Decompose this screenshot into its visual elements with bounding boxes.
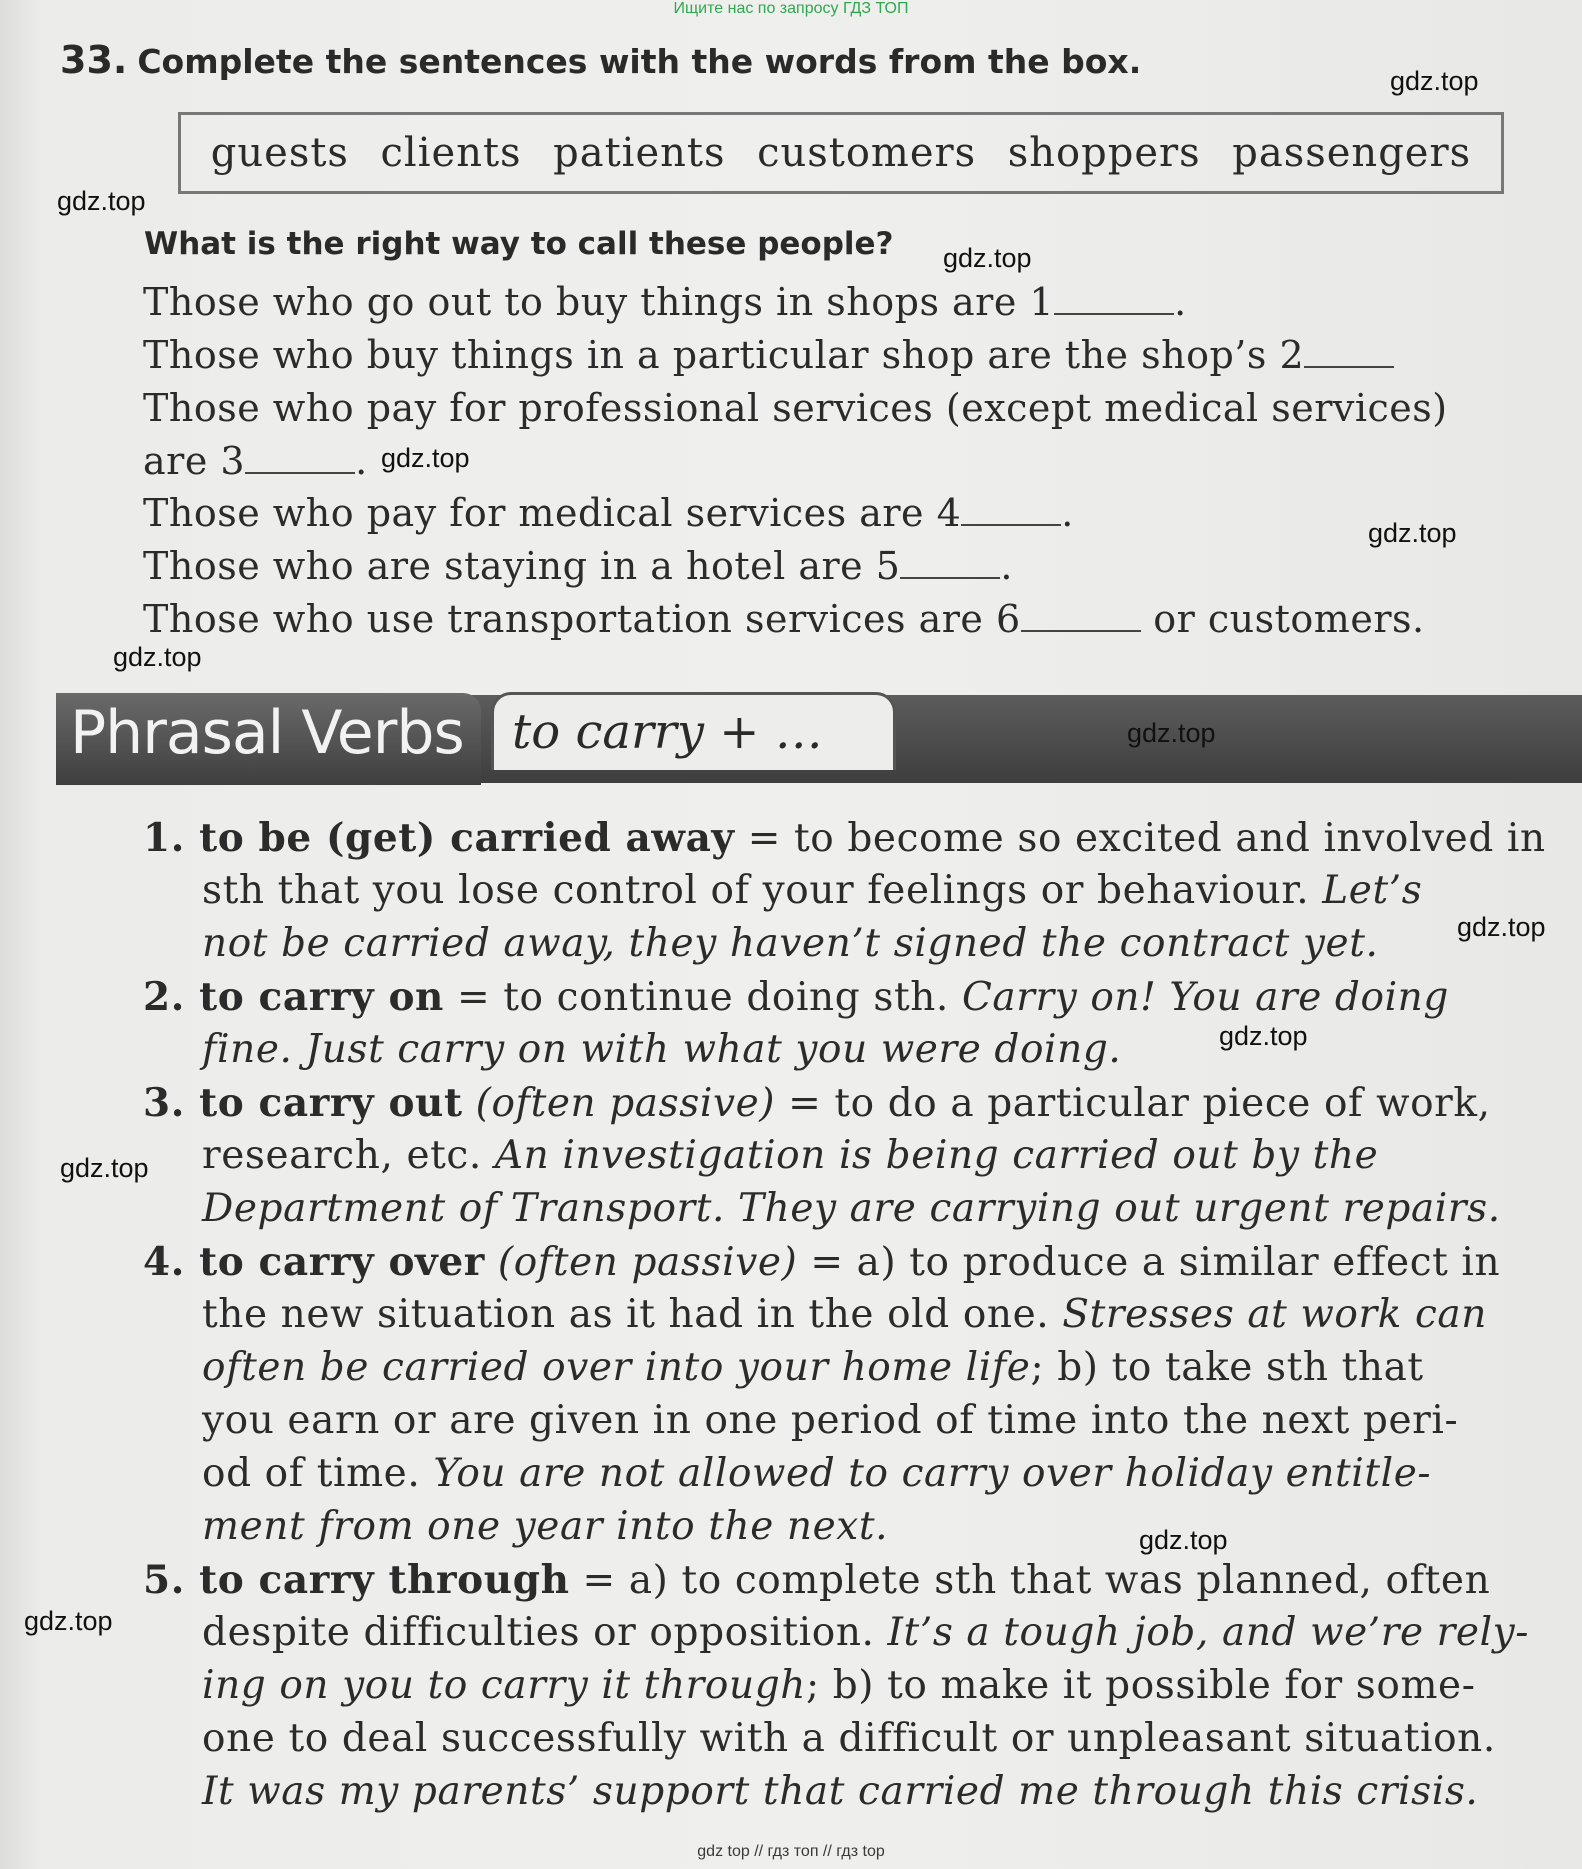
watermark: gdz.top	[1219, 1021, 1308, 1051]
exercise-title	[60, 38, 1141, 82]
watermark: gdz.top	[1127, 718, 1216, 748]
watermark: gdz.top	[24, 1606, 113, 1636]
watermark: gdz.top	[381, 443, 470, 473]
pv-line: Department of Transport. They are carrying out urgent repairs.	[202, 1186, 1501, 1231]
box-word: clients	[380, 130, 522, 176]
exercise-instruction: Complete the sentences with the words from the box.	[137, 42, 1142, 81]
box-word: passengers	[1232, 130, 1472, 176]
pv-line: It was my parents’ support that carried me through this crisis.	[202, 1769, 1479, 1814]
sentence-3a: Those who pay for professional services (except medical services)	[143, 386, 1448, 430]
box-word: customers	[757, 130, 977, 176]
exercise-number: 33.	[60, 38, 128, 82]
watermark: gdz.top	[1390, 66, 1479, 96]
sentence-6: Those who use transportation services are 6 or customers.	[143, 597, 1425, 641]
answer-blank	[1054, 285, 1174, 315]
pv-line: you earn or are given in one period of time into the next peri-	[202, 1398, 1459, 1443]
section-title: Phrasal Verbs	[70, 698, 464, 768]
pv-line: sth that you lose control of your feelings or behaviour. Let’s	[202, 868, 1423, 913]
answer-blank	[1304, 338, 1394, 368]
answer-blank	[245, 444, 355, 474]
sentence-3b: are 3 .	[143, 439, 368, 483]
watermark: gdz.top	[1368, 518, 1457, 548]
section-subtitle: to carry + …	[512, 704, 823, 760]
pv-line: 5. to carry through = a) to complete sth that was planned, often	[143, 1557, 1491, 1603]
pv-line: the new situation as it had in the old one. Stresses at work can	[202, 1292, 1487, 1337]
pv-line: ing on you to carry it through; b) to make it possible for some-	[202, 1663, 1476, 1708]
bottom-banner: gdz top // гдз топ // гдз top	[697, 1843, 885, 1860]
watermark: gdz.top	[57, 186, 146, 216]
watermark: gdz.top	[60, 1153, 149, 1183]
answer-blank	[1021, 602, 1141, 632]
pv-line: despite difficulties or opposition. It’s a tough job, and we’re rely-	[202, 1610, 1530, 1655]
watermark: gdz.top	[113, 642, 202, 672]
sentence-2: Those who buy things in a particular shop are the shop’s 2	[143, 333, 1394, 377]
answer-blank	[900, 549, 1000, 579]
pv-line: ment from one year into the next.	[202, 1504, 889, 1549]
pv-line: research, etc. An investigation is being carried out by the	[202, 1133, 1379, 1178]
watermark: gdz.top	[1457, 912, 1546, 942]
word-box	[178, 112, 1504, 194]
sentence-1: Those who go out to buy things in shops are 1 .	[143, 280, 1187, 324]
top-banner: Ищите нас по запросу ГДЗ ТОП	[673, 0, 909, 17]
box-word: patients	[553, 130, 726, 176]
pv-line: od of time. You are not allowed to carry over holiday entitle-	[202, 1451, 1432, 1496]
pv-line: 4. to carry over (often passive) = a) to produce a similar effect in	[143, 1239, 1501, 1285]
answer-blank	[961, 496, 1061, 526]
watermark: gdz.top	[943, 243, 1032, 273]
box-word: shoppers	[1007, 130, 1201, 176]
pv-line: often be carried over into your home life; b) to take sth that	[202, 1345, 1424, 1390]
pv-line: fine. Just carry on with what you were doing.	[202, 1027, 1122, 1072]
pv-line: 1. to be (get) carried away = to become so excited and involved in	[143, 815, 1546, 861]
box-word: guests	[210, 130, 349, 176]
pv-line: not be carried away, they haven’t signed the contract yet.	[202, 921, 1379, 966]
pv-line: 2. to carry on = to continue doing sth. Carry on! You are doing	[143, 974, 1449, 1020]
question-heading: What is the right way to call these people?	[144, 226, 894, 262]
sentence-5: Those who are staying in a hotel are 5 .	[143, 544, 1013, 588]
sentence-4: Those who pay for medical services are 4 .	[143, 491, 1074, 535]
watermark: gdz.top	[1139, 1525, 1228, 1555]
pv-line: one to deal successfully with a difficult or unpleasant situation.	[202, 1716, 1496, 1761]
pv-line: 3. to carry out (often passive) = to do a particular piece of work,	[143, 1080, 1491, 1126]
